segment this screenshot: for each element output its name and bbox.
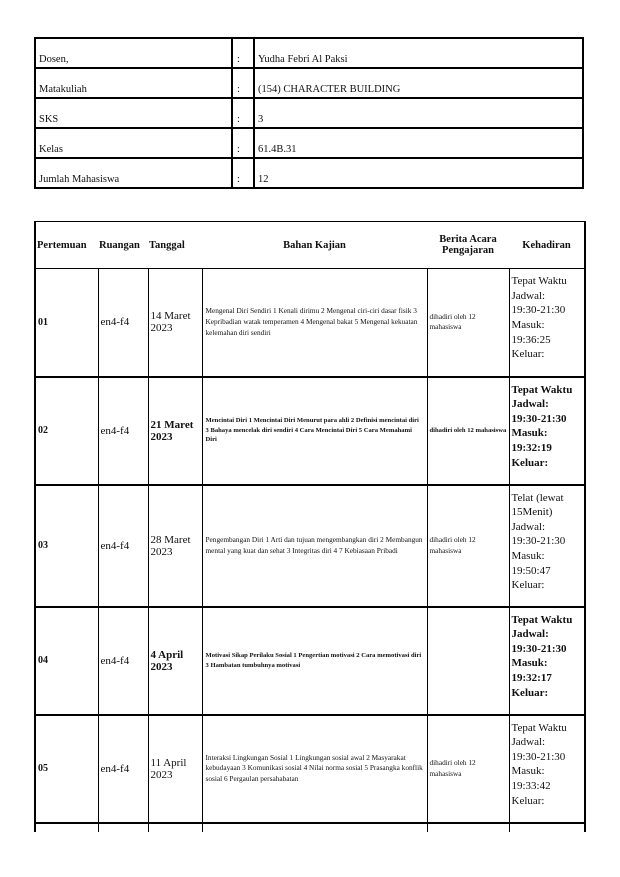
- header-ruangan: Ruangan: [98, 222, 148, 269]
- header-kehadiran: Kehadiran: [509, 222, 585, 269]
- jadwal-label: Jadwal:: [511, 520, 546, 533]
- masuk-value: 19:32:17: [511, 672, 552, 684]
- header-pertemuan: Pertemuan: [35, 222, 98, 269]
- jadwal-label: Jadwal:: [511, 628, 549, 641]
- info-row-sks: [35, 98, 583, 128]
- table-row: [35, 485, 585, 607]
- tanggal-cell: 14 Maret 2023: [148, 269, 202, 377]
- course-info-table: [34, 37, 584, 189]
- ruangan-cell: en4-f4: [98, 377, 148, 485]
- table-row-continuation: [35, 823, 585, 832]
- masuk-label: Masuk:: [511, 657, 548, 670]
- table-row: [35, 715, 585, 823]
- ruangan-cell: en4-f4: [98, 607, 148, 715]
- jadwal-value: 19:30-21:30: [511, 304, 566, 317]
- masuk-label: Masuk:: [511, 427, 548, 440]
- status-text: Telat (lewat 15Menit): [511, 491, 564, 519]
- header-tanggal: Tanggal: [148, 222, 202, 269]
- info-separator: :: [232, 68, 254, 98]
- empty-cell: [148, 823, 202, 832]
- table-row: [35, 269, 585, 377]
- pertemuan-cell: 02: [35, 377, 98, 485]
- status-text: Tepat Waktu: [511, 383, 573, 396]
- info-row-dosen: [35, 38, 583, 68]
- berita-acara-cell: [427, 607, 509, 715]
- tanggal-cell: 28 Maret 2023: [148, 485, 202, 607]
- info-separator: :: [232, 38, 254, 68]
- header-berita-acara: Berita Acara Pengajaran: [427, 222, 509, 269]
- info-row-jumlah: [35, 158, 583, 188]
- empty-cell: [202, 823, 427, 832]
- info-row-matakuliah: [35, 68, 583, 98]
- kehadiran-cell: [509, 377, 585, 485]
- info-label: Jumlah Mahasiswa: [35, 158, 232, 188]
- masuk-value: 19:50:47: [511, 564, 551, 577]
- keluar-label: Keluar:: [511, 794, 545, 807]
- header-bahan-kajian: Bahan Kajian: [202, 222, 427, 269]
- masuk-label: Masuk:: [511, 550, 545, 562]
- attendance-table: [34, 221, 586, 832]
- table-header-row: [35, 222, 585, 269]
- berita-acara-cell: dihadiri oleh 12 mahasiswa: [427, 715, 509, 823]
- table-row: [35, 377, 585, 485]
- ruangan-cell: en4-f4: [98, 715, 148, 823]
- tanggal-cell: 21 Maret 2023: [148, 377, 202, 485]
- bahan-kajian-cell: Interaksi Lingkungan Sosial 1 Lingkungan sosial awal 2 Masyarakat kebudayaan 3 Komunikasi sosial 4 Nilai norma sosial 5 Prasangka konflik sosial 6 Pergaulan persahabatan: [202, 715, 427, 823]
- kehadiran-cell: [509, 607, 585, 715]
- empty-cell: [98, 823, 148, 832]
- jadwal-label: Jadwal:: [511, 736, 546, 749]
- info-label: SKS: [35, 98, 232, 128]
- jadwal-value: 19:30-21:30: [511, 642, 567, 655]
- ruangan-cell: en4-f4: [98, 485, 148, 607]
- bahan-kajian-cell: Pengembangan Diri 1 Arti dan tujuan mengembangkan diri 2 Membangun mental yang kuat dan sehat 3 Integritas diri 4 7 Kebiasaan Pribadi: [202, 485, 427, 607]
- bahan-kajian-cell: Motivasi Sikap Perilaku Sosial 1 Pengertian motivasi 2 Cara memotivasi diri 3 Hambatan tumbuhnya motivasi: [202, 607, 427, 715]
- pertemuan-cell: 04: [35, 607, 98, 715]
- jadwal-label: Jadwal:: [511, 398, 549, 411]
- tanggal-cell: 4 April 2023: [148, 607, 202, 715]
- info-value: (154) CHARACTER BUILDING: [254, 68, 583, 98]
- berita-acara-cell: dihadiri oleh 12 mahasiswa: [427, 485, 509, 607]
- masuk-value: 19:36:25: [511, 333, 551, 346]
- bahan-kajian-cell: Mengenal Diri Sendiri 1 Kenali dirimu 2 Mengenal ciri-ciri dasar fisik 3 Kepribadian watak temperamen 4 Mengenal bakat 5 Mengenal kekuatan kelemahan diri sendiri: [202, 269, 427, 377]
- status-text: Tepat Waktu: [511, 275, 567, 287]
- jadwal-value: 19:30-21:30: [511, 412, 567, 425]
- table-row: [35, 607, 585, 715]
- jadwal-value: 19:30-21:30: [511, 750, 566, 763]
- berita-acara-cell: dihadiri oleh 12 mahasiswa: [427, 377, 509, 485]
- status-text: Tepat Waktu: [511, 721, 567, 734]
- keluar-label: Keluar:: [511, 579, 545, 592]
- masuk-label: Masuk:: [511, 318, 545, 331]
- jadwal-label: Jadwal:: [511, 289, 546, 302]
- info-separator: :: [232, 128, 254, 158]
- empty-cell: [427, 823, 509, 832]
- empty-cell: [35, 823, 98, 832]
- ruangan-cell: en4-f4: [98, 269, 148, 377]
- keluar-label: Keluar:: [511, 686, 549, 699]
- masuk-value: 19:32:19: [511, 442, 552, 454]
- keluar-label: Keluar:: [511, 456, 549, 469]
- kehadiran-cell: [509, 485, 585, 607]
- info-label: Matakuliah: [35, 68, 232, 98]
- tanggal-cell: 11 April 2023: [148, 715, 202, 823]
- info-value: 3: [254, 98, 583, 128]
- kehadiran-cell: [509, 715, 585, 823]
- info-value: Yudha Febri Al Paksi: [254, 38, 583, 68]
- jadwal-value: 19:30-21:30: [511, 535, 566, 548]
- info-separator: :: [232, 158, 254, 188]
- bahan-kajian-cell: Mencintai Diri 1 Mencintai Diri Menurut para ahli 2 Definisi mencintai diri 3 Bahaya mencelak diri sendiri 4 Cara Mencintai Diri 5 Cara Memahami Diri: [202, 377, 427, 485]
- pertemuan-cell: 05: [35, 715, 98, 823]
- pertemuan-cell: 01: [35, 269, 98, 377]
- info-row-kelas: [35, 128, 583, 158]
- masuk-value: 19:33:42: [511, 780, 551, 792]
- info-separator: :: [232, 98, 254, 128]
- info-label: Kelas: [35, 128, 232, 158]
- empty-cell: [509, 823, 585, 832]
- info-value: 12: [254, 158, 583, 188]
- masuk-label: Masuk:: [511, 765, 545, 778]
- kehadiran-cell: [509, 269, 585, 377]
- info-value: 61.4B.31: [254, 128, 583, 158]
- info-label: Dosen,: [35, 38, 232, 68]
- pertemuan-cell: 03: [35, 485, 98, 607]
- berita-acara-cell: dihadiri oleh 12 mahasiswa: [427, 269, 509, 377]
- status-text: Tepat Waktu: [511, 613, 573, 626]
- keluar-label: Keluar:: [511, 348, 545, 361]
